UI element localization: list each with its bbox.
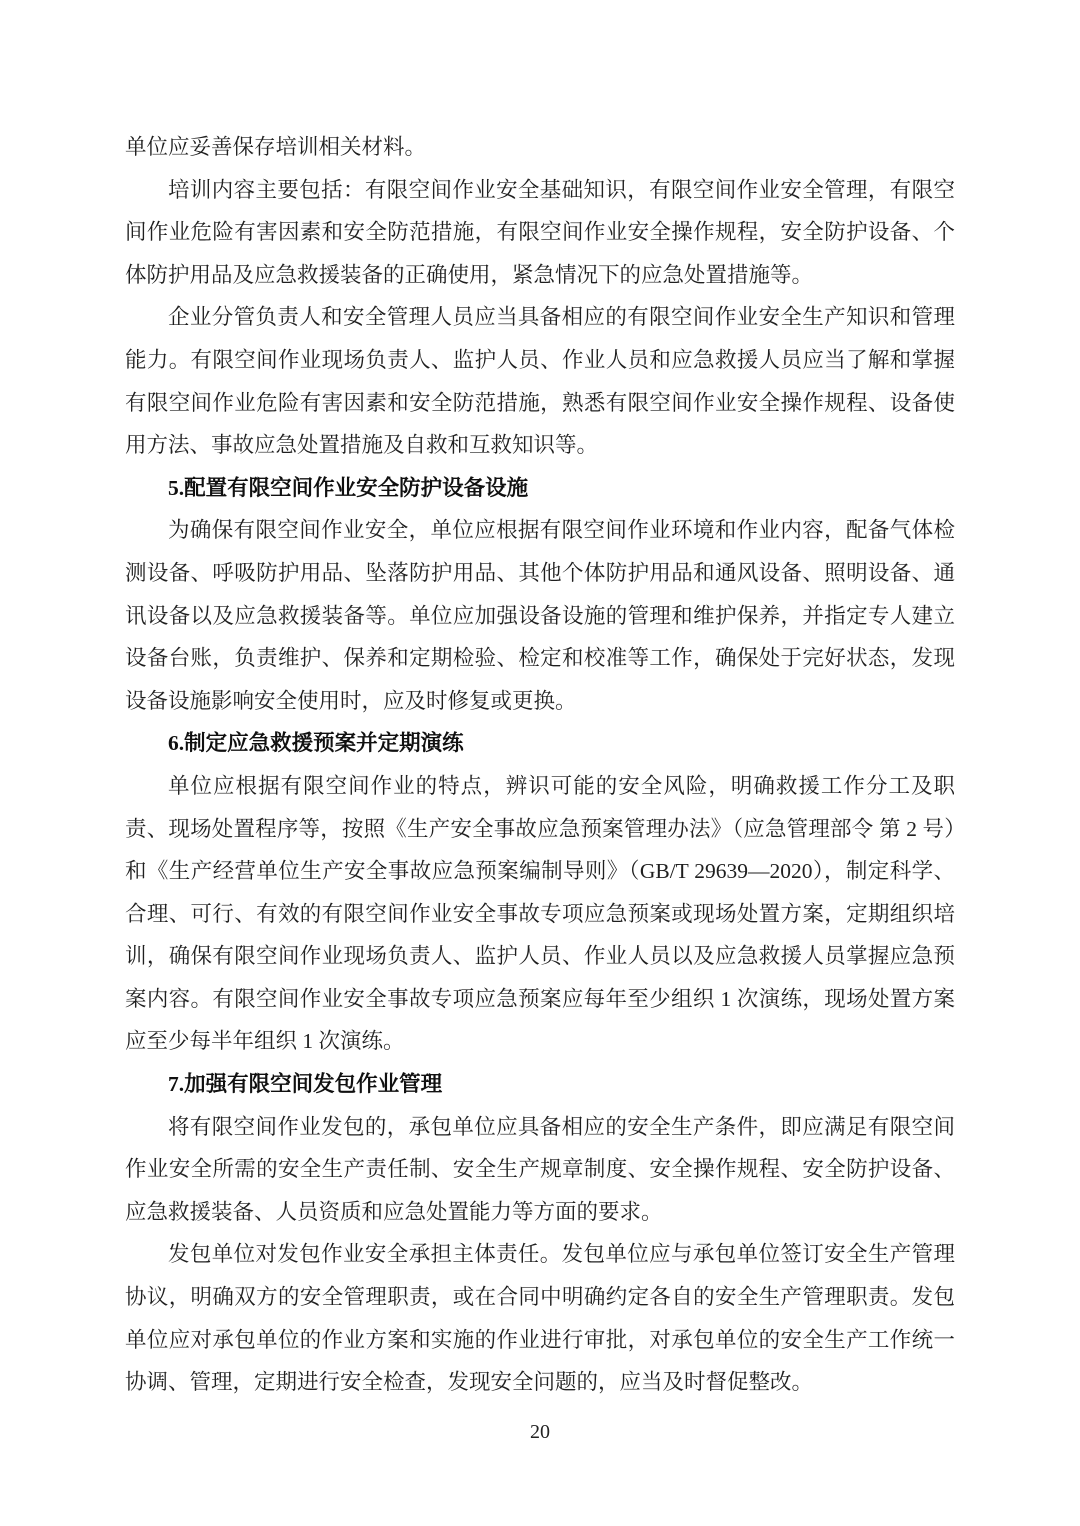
section-heading: 6.制定应急救援预案并定期演练 — [168, 731, 464, 756]
paragraph: 单位应根据有限空间作业的特点，辨识可能的安全风险，明确救援工作分工及职责、现场处置程序等，按照《生产安全事故应急预案管理办法》（应急管理部令 第 2 号）和《生产经营单位生产安全事故应急预案编制导则》（GB/T 29639—2020），制定科学、合理、可行、有效的有限空间作业安全事故专项应急预案或现场处置方案，定期组织培训，确保有限空间作业现场负责人、监护人员、作业人员以及应急救援人员掌握应急预案内容。有限空间作业安全事故专项应急预案应每年至少组织 1 次演练，现场处置方案应至少每半年组织 1 次演练。 — [125, 773, 955, 1054]
paragraph: 单位应妥善保存培训相关材料。 — [125, 135, 427, 159]
paragraph: 企业分管负责人和安全管理人员应当具备相应的有限空间作业安全生产知识和管理能力。有限空间作业现场负责人、监护人员、作业人员和应急救援人员应当了解和掌握有限空间作业危险有害因素和安全防范措施，熟悉有限空间作业安全操作规程、设备使用方法、事故应急处置措施及自救和互救知识等。 — [125, 305, 955, 458]
section-heading: 7.加强有限空间发包作业管理 — [168, 1072, 443, 1097]
paragraph: 发包单位对发包作业安全承担主体责任。发包单位应与承包单位签订安全生产管理协议，明确双方的安全管理职责，或在合同中明确约定各自的安全生产管理职责。发包单位应对承包单位的作业方案和实施的作业进行审批，对承包单位的安全生产工作统一协调、管理，定期进行安全检查，发现安全问题的，应当及时督促整改。 — [125, 1242, 955, 1395]
paragraph: 为确保有限空间作业安全，单位应根据有限空间作业环境和作业内容，配备气体检测设备、呼吸防护用品、坠落防护用品、其他个体防护用品和通风设备、照明设备、通讯设备以及应急救援装备等。单位应加强设备设施的管理和维护保养，并指定专人建立设备台账，负责维护、保养和定期检验、检定和校准等工作，确保处于完好状态，发现设备设施影响安全使用时，应及时修复或更换。 — [125, 518, 955, 713]
page-number: 20 — [530, 1421, 550, 1443]
document-body — [125, 126, 955, 1404]
paragraph: 培训内容主要包括：有限空间作业安全基础知识，有限空间作业安全管理，有限空间作业危险有害因素和安全防范措施，有限空间作业安全操作规程，安全防护设备、个体防护用品及应急救援装备的正确使用，紧急情况下的应急处置措施等。 — [125, 177, 955, 287]
section-heading: 5.配置有限空间作业安全防护设备设施 — [168, 475, 529, 500]
paragraph: 将有限空间作业发包的，承包单位应具备相应的安全生产条件，即应满足有限空间作业安全所需的安全生产责任制、安全生产规章制度、安全操作规程、安全防护设备、应急救援装备、人员资质和应急处置能力等方面的要求。 — [125, 1114, 955, 1224]
